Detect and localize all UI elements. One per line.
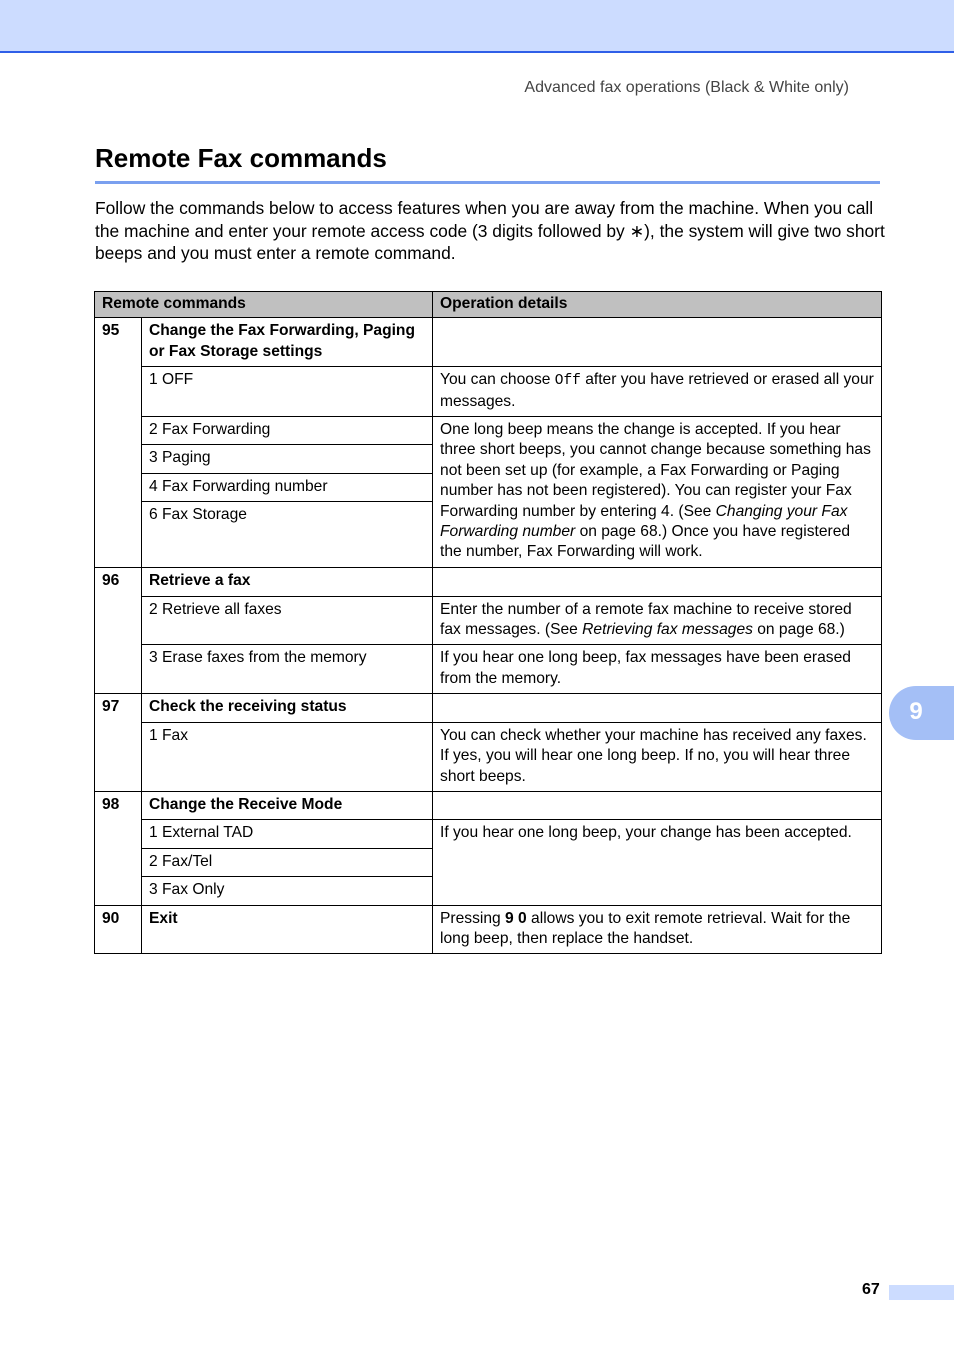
cross-reference: Changing your Fax Forwarding number bbox=[440, 502, 848, 541]
page-number: 67 bbox=[862, 1281, 880, 1298]
title-rule bbox=[95, 181, 880, 184]
command-code-98: 98 bbox=[95, 791, 142, 905]
table-row bbox=[95, 820, 882, 848]
command-code-95: 95 bbox=[95, 318, 142, 568]
page-title: Remote Fax commands bbox=[95, 143, 387, 173]
table-row bbox=[95, 417, 882, 445]
detail-text: One long beep means the change is accepted. If you hear three short beeps, you cannot change because something has not been set up (for example, a Fax Forwarding or Paging number has not been registered). You can register your Fax Forwarding number by entering 4. (See bbox=[440, 421, 871, 520]
header-band bbox=[0, 0, 954, 53]
option-label: 2 Fax Forwarding bbox=[142, 417, 433, 445]
option-label: 3 Paging bbox=[142, 445, 433, 473]
running-header: Advanced fax operations (Black & White only) bbox=[524, 79, 849, 96]
chapter-number: 9 bbox=[909, 698, 923, 725]
option-label: 4 Fax Forwarding number bbox=[142, 473, 433, 501]
command-title-96: Retrieve a fax bbox=[142, 568, 433, 596]
detail-text: after you have retrieved or erased all your messages. bbox=[440, 371, 874, 410]
cross-reference: Retrieving fax messages bbox=[582, 621, 753, 639]
table-row bbox=[95, 905, 882, 954]
option-detail: If you hear one long beep, your change has been accepted. bbox=[433, 820, 882, 905]
off-setting-text: Off bbox=[554, 373, 581, 390]
table-row bbox=[95, 791, 882, 819]
table-row bbox=[95, 596, 882, 645]
option-label: 1 OFF bbox=[142, 367, 433, 417]
remote-commands-table bbox=[94, 291, 882, 954]
detail-text: allows you to exit remote retrieval. Wait for the long beep, then replace the handset. bbox=[440, 909, 851, 947]
option-label: 1 Fax bbox=[142, 722, 433, 791]
command-title-97: Check the receiving status bbox=[142, 694, 433, 722]
intro-paragraph: Follow the commands below to access features when you are away from the machine. When you call the machine and enter your remote access code (3 digits followed by ∗), the system will give two short beeps and you must enter a remote command. bbox=[95, 198, 885, 263]
command-code-96: 96 bbox=[95, 568, 142, 694]
option-label: 2 Fax/Tel bbox=[142, 848, 433, 876]
detail-text: Enter the number of a remote fax machine to receive stored fax messages. (See bbox=[440, 600, 852, 639]
detail-cell bbox=[433, 694, 882, 722]
table-row bbox=[95, 318, 882, 367]
command-title-95: Change the Fax Forwarding, Paging or Fax Storage settings bbox=[142, 318, 433, 367]
key-sequence: 9 0 bbox=[505, 909, 527, 927]
option-label: 2 Retrieve all faxes bbox=[142, 596, 433, 645]
option-detail bbox=[433, 367, 882, 417]
option-detail bbox=[433, 417, 882, 568]
detail-cell bbox=[433, 318, 882, 367]
option-label: 6 Fax Storage bbox=[142, 502, 433, 568]
option-detail bbox=[433, 905, 882, 954]
detail-text: on page 68.) bbox=[752, 621, 845, 639]
chapter-tab bbox=[889, 686, 954, 740]
command-code-90: 90 bbox=[95, 905, 142, 954]
detail-cell bbox=[433, 791, 882, 819]
option-detail: You can check whether your machine has received any faxes. If yes, you will hear one long beep. If no, you will hear three short beeps. bbox=[433, 722, 882, 791]
footer-bar bbox=[889, 1285, 954, 1300]
table-row bbox=[95, 645, 882, 694]
command-title-90: Exit bbox=[142, 905, 433, 954]
table-header-row bbox=[95, 292, 882, 318]
command-title-98: Change the Receive Mode bbox=[142, 791, 433, 819]
detail-cell bbox=[433, 568, 882, 596]
header-operation-details: Operation details bbox=[433, 292, 882, 318]
command-code-97: 97 bbox=[95, 694, 142, 792]
table-row bbox=[95, 694, 882, 722]
header-remote-commands: Remote commands bbox=[95, 292, 433, 318]
option-detail: If you hear one long beep, fax messages have been erased from the memory. bbox=[433, 645, 882, 694]
option-label: 3 Fax Only bbox=[142, 877, 433, 905]
table-row bbox=[95, 568, 882, 596]
detail-text: Pressing bbox=[440, 909, 506, 927]
table-row bbox=[95, 722, 882, 791]
detail-text: on page 68.) Once you have registered the number, Fax Forwarding will work. bbox=[440, 523, 851, 561]
option-label: 3 Erase faxes from the memory bbox=[142, 645, 433, 694]
option-detail bbox=[433, 596, 882, 645]
detail-text: You can choose bbox=[440, 371, 555, 389]
option-label: 1 External TAD bbox=[142, 820, 433, 848]
table-row bbox=[95, 367, 882, 417]
